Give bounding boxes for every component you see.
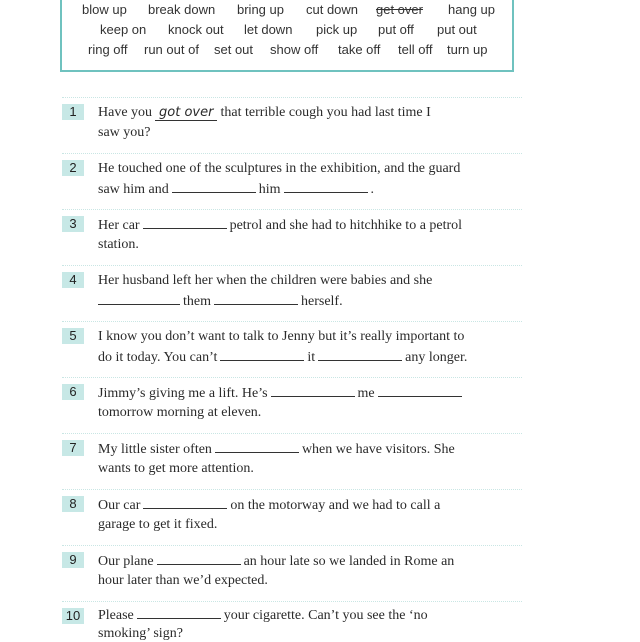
- exercise-item-2: [62, 153, 522, 208]
- sentence-text: .: [370, 182, 375, 197]
- sentence-text: Our plane: [98, 554, 154, 569]
- word-bank-item: knock out: [168, 22, 224, 37]
- sentence-text: an hour late so we landed in Rome an: [243, 554, 455, 569]
- answer-blank-filled[interactable]: got over: [155, 105, 217, 121]
- sentence-text: saw him and: [98, 182, 169, 197]
- sentence-text: me: [357, 386, 375, 401]
- word-bank-item: show off: [270, 42, 319, 57]
- item-number: 7: [62, 440, 84, 456]
- answer-blank[interactable]: [284, 181, 368, 193]
- word-bank-row-1: [62, 2, 512, 22]
- item-line-1: I know you don’t want to talk to Jenny but it’s really important to: [98, 329, 465, 344]
- exercise-item-1: [62, 97, 522, 152]
- item-line-2: [98, 293, 343, 310]
- item-number: 6: [62, 384, 84, 400]
- word-bank-item: pick up: [316, 22, 358, 37]
- answer-blank[interactable]: [137, 607, 221, 619]
- item-line-2: tomorrow morning at eleven.: [98, 405, 262, 420]
- sentence-text: that terrible cough you had last time I: [220, 105, 431, 120]
- sentence-text: My little sister often: [98, 442, 212, 457]
- item-line-1: He touched one of the sculptures in the exhibition, and the guard: [98, 161, 461, 176]
- answer-blank[interactable]: [378, 385, 462, 397]
- item-number: 2: [62, 160, 84, 176]
- word-bank-item: blow up: [82, 2, 127, 17]
- word-bank-item: let down: [244, 22, 293, 37]
- word-bank-item: turn up: [447, 42, 488, 57]
- item-line-2: smoking’ sign?: [98, 626, 183, 641]
- item-number: 9: [62, 552, 84, 568]
- sentence-text: Jimmy’s giving me a lift. He’s: [98, 386, 268, 401]
- sentence-text: them: [183, 294, 211, 309]
- word-bank-item: set out: [214, 42, 254, 57]
- item-line-1: [98, 441, 455, 458]
- word-bank-item: break down: [148, 2, 216, 17]
- item-line-1: [98, 385, 465, 402]
- answer-blank[interactable]: [215, 441, 299, 453]
- sentence-text: when we have visitors. She: [301, 442, 455, 457]
- answer-blank[interactable]: [271, 385, 355, 397]
- exercise-item-7: [62, 433, 522, 488]
- sentence-text: do it today. You can’t: [98, 350, 218, 365]
- sentence-text: Have you: [98, 105, 153, 120]
- word-bank-item: run out of: [144, 42, 199, 57]
- item-line-2: saw you?: [98, 125, 151, 140]
- word-bank-item: put off: [378, 22, 414, 37]
- word-bank-item-struck: get over: [376, 2, 423, 17]
- word-bank-item: cut down: [306, 2, 359, 17]
- answer-blank[interactable]: [98, 293, 180, 305]
- word-bank-item: put out: [437, 22, 477, 37]
- answer-blank[interactable]: [172, 181, 256, 193]
- item-number: 3: [62, 216, 84, 232]
- exercise-item-10: [62, 601, 522, 641]
- word-bank-row-3: [62, 42, 512, 62]
- word-bank-item: take off: [338, 42, 381, 57]
- item-number: 5: [62, 328, 84, 344]
- item-line-2: station.: [98, 237, 139, 252]
- item-line-1: [98, 217, 462, 234]
- item-line-1: [98, 553, 454, 570]
- word-bank-item: keep on: [100, 22, 147, 37]
- exercise-item-6: [62, 377, 522, 432]
- answer-blank[interactable]: [143, 217, 227, 229]
- word-bank-row-2: [62, 22, 512, 42]
- exercise-item-5: [62, 321, 522, 376]
- exercise-item-8: [62, 489, 522, 544]
- sentence-text: any longer.: [405, 350, 468, 365]
- word-bank-item: tell off: [398, 42, 433, 57]
- answer-blank[interactable]: [157, 553, 241, 565]
- sentence-text: your cigarette. Can’t you see the ‘no: [223, 608, 428, 623]
- exercise-item-4: [62, 265, 522, 320]
- sentence-text: petrol and she had to hitchhike to a petrol: [229, 218, 463, 233]
- item-line-1: [98, 105, 431, 121]
- item-line-2: [98, 349, 467, 366]
- item-line-2: garage to get it fixed.: [98, 517, 218, 532]
- item-number: 10: [62, 608, 84, 624]
- sentence-text: Please: [98, 608, 134, 623]
- exercise-item-9: [62, 545, 522, 600]
- exercise-item-3: [62, 209, 522, 264]
- answer-blank[interactable]: [214, 293, 298, 305]
- sentence-text: Our car: [98, 498, 141, 513]
- item-line-2: [98, 181, 374, 198]
- item-line-2: wants to get more attention.: [98, 461, 254, 476]
- word-bank-item: bring up: [237, 2, 284, 17]
- answer-blank[interactable]: [318, 349, 402, 361]
- item-number: 1: [62, 104, 84, 120]
- item-line-1: [98, 607, 428, 624]
- item-line-1: [98, 497, 440, 514]
- item-number: 4: [62, 272, 84, 288]
- answer-blank[interactable]: [143, 497, 227, 509]
- answer-blank[interactable]: [220, 349, 304, 361]
- sentence-text: him: [258, 182, 281, 197]
- sentence-text: on the motorway and we had to call a: [230, 498, 441, 513]
- sentence-text: it: [307, 350, 316, 365]
- item-number: 8: [62, 496, 84, 512]
- item-line-1: Her husband left her when the children were babies and she: [98, 273, 433, 288]
- sentence-text: Her car: [98, 218, 140, 233]
- word-bank-item: ring off: [88, 42, 128, 57]
- item-line-2: hour later than we’d expected.: [98, 573, 268, 588]
- sentence-text: herself.: [301, 294, 343, 309]
- word-bank-box: [60, 0, 514, 72]
- word-bank-item: hang up: [448, 2, 495, 17]
